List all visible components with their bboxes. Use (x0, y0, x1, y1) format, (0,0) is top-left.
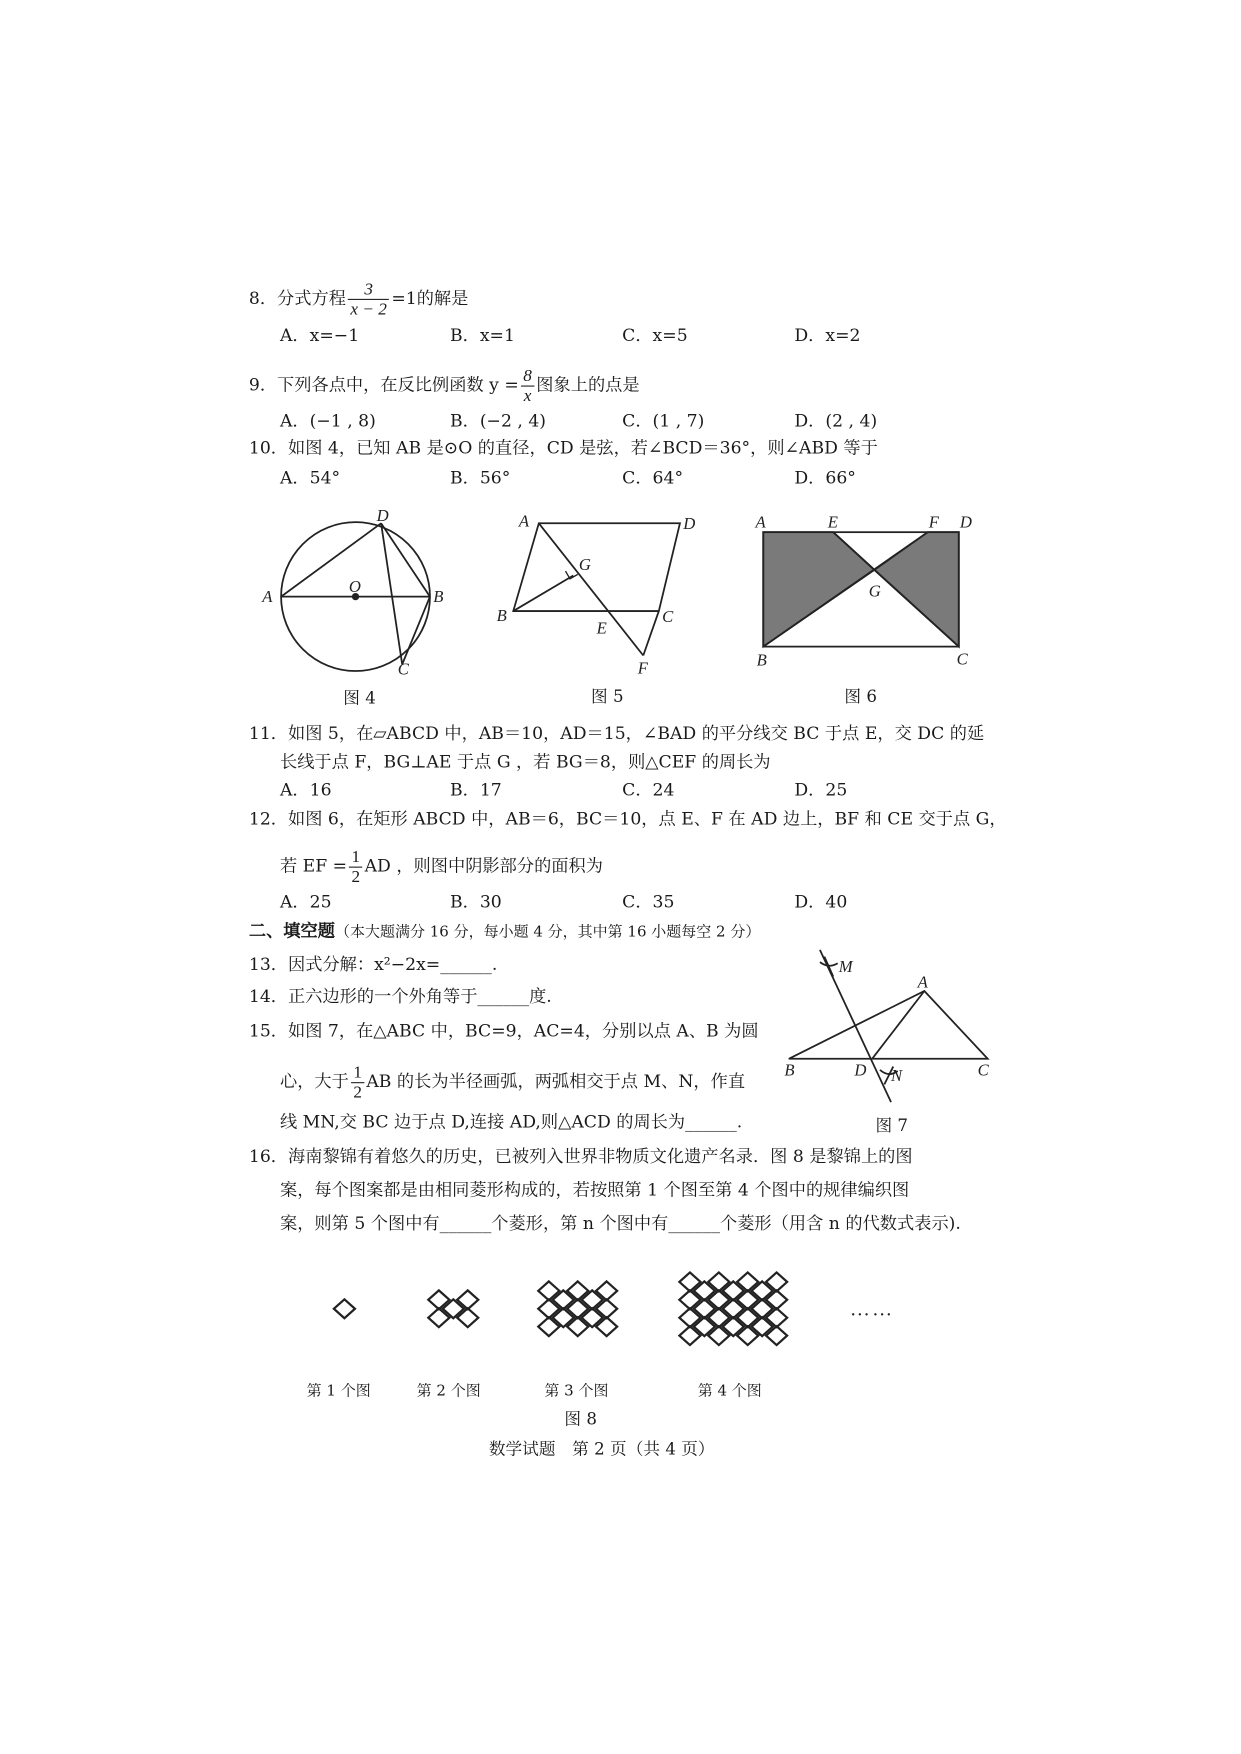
question-12-line-1: 12．如图 6，在矩形 ABCD 中，AB＝6，BC＝10，点 E、F 在 AD 边上，BF 和 CE 交于点 G， (248, 808, 1007, 829)
denominator: x (523, 386, 532, 406)
section-note: （本大题满分 16 分，每小题 4 分，其中第 16 小题每空 2 分） (334, 923, 761, 942)
label-d: D (376, 506, 389, 526)
figure-4-caption: 图 4 (343, 687, 376, 708)
right-angle-mark (565, 571, 577, 579)
q12-option-b: B．30 (449, 892, 502, 913)
q12-suffix: AD ，则图中阴影部分的面积为 (364, 856, 603, 877)
figure-7 (789, 950, 988, 1102)
q8-prefix: 8．分式方程 (248, 288, 346, 309)
figure-4 (281, 522, 430, 671)
label-f: F (637, 658, 648, 678)
fraction (351, 1063, 364, 1102)
q15-suffix: AB 的长为半径画弧，两弧相交于点 M、N，作直 (366, 1071, 746, 1092)
q8-suffix: =1的解是 (391, 288, 469, 309)
figure-6-caption: 图 6 (844, 686, 877, 707)
question-16-line-2: 案，每个图案都是由相同菱形构成的，若按照第 1 个图至第 4 个图中的规律编织图 (279, 1179, 910, 1200)
q9-option-d: D．(2 , 4) (794, 411, 878, 432)
figure-7-caption: 图 7 (875, 1115, 909, 1136)
q10-option-b: B．56° (449, 467, 511, 488)
q9-suffix: 图象上的点是 (536, 374, 640, 395)
question-13: 13．因式分解：x²−2x=______. (248, 954, 498, 975)
denominator: x − 2 (350, 299, 387, 319)
label-c: C (956, 649, 968, 669)
q15-prefix: 心，大于 (279, 1071, 349, 1092)
q8-option-a: A．x=−1 (279, 325, 360, 346)
bisector-af (539, 523, 643, 655)
q9-prefix: 9．下列各点中，在反比例函数 y = (248, 374, 519, 395)
pattern-1-caption: 第 1 个图 (306, 1382, 371, 1400)
q10-option-a: A．54° (279, 467, 341, 488)
label-d: D (854, 1060, 867, 1080)
section-2-heading (249, 920, 760, 942)
figure-8-caption: 图 8 (564, 1408, 597, 1429)
label-b: B (496, 606, 507, 626)
q8-option-c: C．x=5 (622, 325, 688, 346)
q9-option-b: B．(−2 , 4) (449, 411, 547, 432)
label-b: B (433, 587, 444, 607)
parallelogram-abcd (513, 523, 680, 611)
label-b: B (784, 1060, 795, 1080)
q10-option-c: C．64° (622, 467, 684, 488)
label-g: G (868, 581, 881, 601)
q8-option-b: B．x=1 (449, 325, 515, 346)
label-c: C (977, 1060, 989, 1080)
numerator: 1 (349, 848, 362, 868)
chord-dc (381, 523, 402, 664)
numerator: 1 (351, 1063, 364, 1083)
pattern-2-caption: 第 2 个图 (416, 1382, 481, 1400)
question-11-line-1: 11．如图 5，在▱ABCD 中，AB＝10，AD＝15，∠BAD 的平分线交 BC 于点 E，交 DC 的延 (248, 723, 985, 744)
label-d: D (683, 513, 696, 533)
pattern-4-caption: 第 4 个图 (697, 1382, 762, 1400)
question-11-line-2: 长线于点 F，BG⊥AE 于点 G ，若 BG＝8，则△CEF 的周长为 (279, 752, 771, 773)
question-15-line-2 (279, 1063, 746, 1103)
label-c: C (397, 659, 409, 679)
q12-option-d: D．40 (794, 892, 848, 913)
page-footer: 数学试题 第 2 页（共 4 页） (488, 1438, 715, 1459)
q9-option-a: A．(−1 , 8) (279, 411, 376, 432)
label-e: E (827, 512, 838, 532)
numerator: 8 (521, 367, 534, 387)
ellipsis: …… (849, 1298, 895, 1321)
question-12-line-2 (279, 847, 603, 887)
label-e: E (596, 618, 607, 638)
label-a: A (755, 512, 766, 532)
q12-option-a: A．25 (279, 892, 332, 913)
question-16-line-1: 16．海南黎锦有着悠久的历史，已被列入世界非物质文化遗产名录．图 8 是黎锦上的图 (248, 1146, 913, 1167)
rhombus (334, 1299, 355, 1318)
question-14: 14．正六边形的一个外角等于______度. (248, 986, 552, 1007)
question-15-line-1: 15．如图 7，在△ABC 中，BC=9，AC=4，分别以点 A、B 为圆 (248, 1021, 759, 1042)
segment-ad (872, 991, 924, 1059)
label-a: A (917, 972, 928, 992)
section-title: 二、填空题 (248, 919, 335, 942)
segment-bc (402, 597, 430, 665)
label-g: G (578, 554, 591, 574)
shaded-region-right (874, 532, 958, 646)
q11-option-d: D．25 (794, 779, 848, 800)
question-15-line-3: 线 MN,交 BC 边于点 D,连接 AD,则△ACD 的周长为______. (279, 1112, 743, 1133)
extension-cf (643, 611, 659, 655)
label-a: A (518, 511, 530, 531)
denominator: 2 (351, 867, 361, 887)
label-b: B (756, 650, 767, 670)
segment-db (381, 523, 430, 596)
label-d: D (959, 512, 972, 532)
triangle-abc (789, 991, 988, 1059)
label-n: N (891, 1066, 903, 1086)
figure-6 (763, 532, 959, 646)
pattern-2 (428, 1290, 478, 1327)
q11-option-a: A．16 (279, 779, 332, 800)
pattern-3-caption: 第 3 个图 (544, 1382, 609, 1400)
figure-8-patterns (334, 1272, 787, 1345)
q9-option-c: C．(1 , 7) (622, 411, 705, 432)
label-o: O (348, 577, 361, 597)
shaded-region-left (763, 532, 874, 646)
pattern-4 (679, 1272, 787, 1345)
segment-ad (281, 523, 381, 596)
q8-option-d: D．x=2 (794, 325, 861, 346)
pattern-1 (334, 1299, 355, 1318)
q11-option-b: B．17 (449, 779, 502, 800)
pattern-3 (538, 1281, 617, 1336)
fraction (349, 848, 362, 887)
q12-option-c: C．35 (622, 892, 675, 913)
label-c: C (662, 607, 674, 627)
denominator: 2 (353, 1083, 362, 1103)
question-10: 10．如图 4，已知 AB 是⊙O 的直径，CD 是弦，若∠BCD＝36°，则∠ABD 等于 (248, 437, 878, 458)
q12-prefix: 若 EF = (279, 856, 348, 877)
arc-m2 (824, 957, 833, 977)
label-a: A (262, 587, 273, 607)
label-m: M (838, 957, 853, 977)
figure-5-caption: 图 5 (591, 686, 624, 707)
numerator: 3 (348, 280, 389, 300)
q11-option-c: C．24 (622, 779, 675, 800)
q10-option-d: D．66° (794, 467, 856, 488)
label-f: F (928, 512, 939, 532)
question-16-line-3: 案，则第 5 个图中有______个菱形，第 n 个图中有______个菱形（用含 n 的代数式表示). (279, 1213, 961, 1234)
